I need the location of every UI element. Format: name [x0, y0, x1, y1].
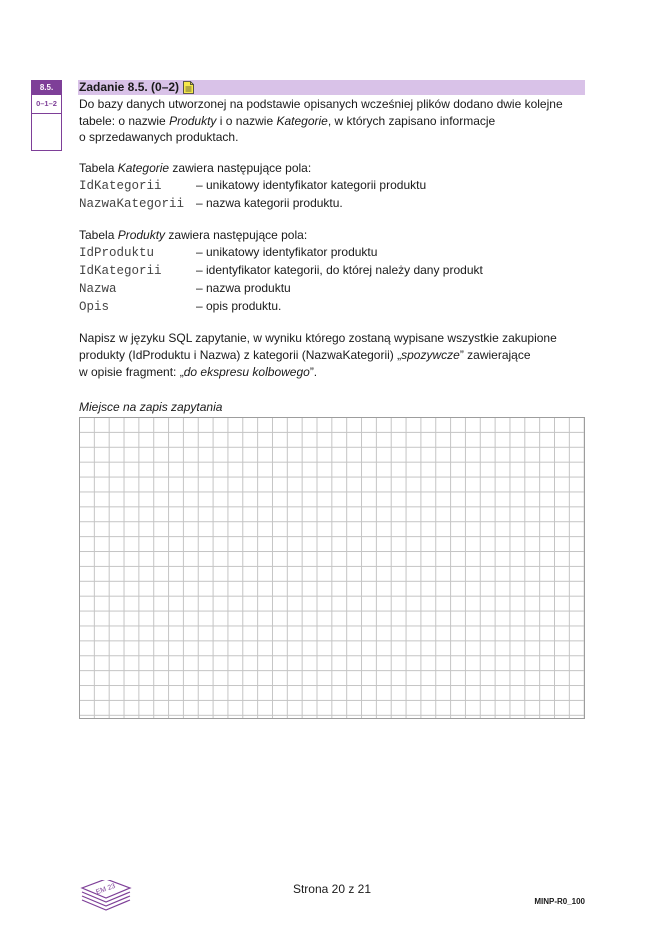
page-number: Strona 20 z 21 [292, 882, 372, 896]
question-line-3: w opisie fragment: „do ekspresu kolbowego”. [79, 365, 318, 379]
intro-line-3: o sprzedawanych produktach. [79, 130, 239, 144]
field-row: NazwaKategorii – nazwa kategorii produktu. [79, 196, 343, 211]
question-line-1: Napisz w języku SQL zapytanie, w wyniku którego zostaną wypisane wszystkie zakupione [79, 331, 557, 345]
field-row: IdKategorii – unikatowy identyfikator kategorii produktu [79, 178, 427, 193]
task-points: 0–1–2 [32, 95, 61, 114]
intro-line-2: tabele: o nazwie Produkty i o nazwie Kategorie, w których zapisano informacje [79, 114, 496, 128]
task-number: 8.5. [32, 81, 61, 95]
task-title: Zadanie 8.5. (0–2) [79, 80, 180, 94]
field-row: Nazwa – nazwa produktu [79, 281, 291, 296]
field-row: IdProduktu – unikatowy identyfikator produktu [79, 245, 378, 260]
field-row: Opis – opis produktu. [79, 299, 282, 314]
score-box [31, 80, 62, 151]
answer-grid[interactable] [79, 417, 585, 719]
question-line-2: produkty (IdProduktu i Nazwa) z kategorii (NazwaKategorii) „spozywcze” zawierające [79, 348, 531, 362]
svg-text:EM 23: EM 23 [95, 882, 117, 897]
document-icon [183, 81, 194, 94]
produkty-heading: Tabela Produkty zawiera następujące pola: [79, 228, 308, 242]
exam-code: MINP-R0_100 [534, 897, 585, 906]
task-header [78, 80, 585, 95]
kategorie-heading: Tabela Kategorie zawiera następujące pola: [79, 161, 312, 175]
intro-line-1: Do bazy danych utworzonej na podstawie opisanych wcześniej plików dodano dwie kolejne [79, 97, 563, 111]
field-row: IdKategorii – identyfikator kategorii, do której należy dany produkt [79, 263, 483, 278]
answer-area-label: Miejsce na zapis zapytania [79, 400, 223, 414]
